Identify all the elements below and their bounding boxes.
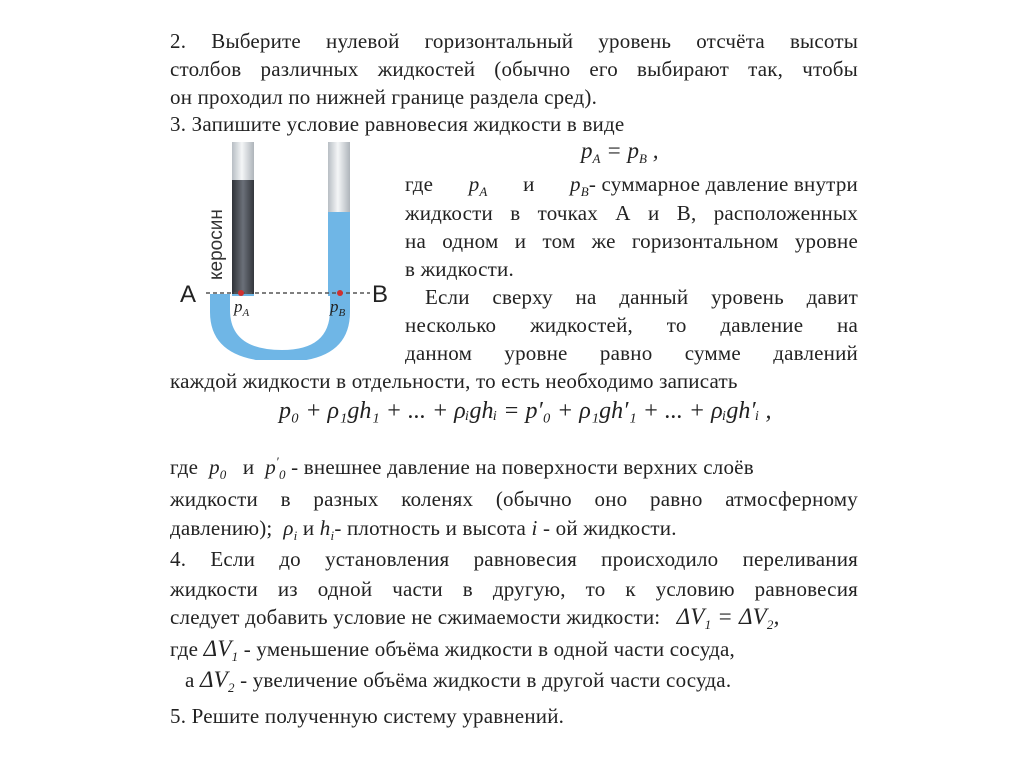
left-tube-empty [232, 142, 254, 180]
step-5-line: 5. Решите полученную систему уравнений. [170, 704, 565, 728]
step-2-line-1: 2. Выберите нулевой горизонтальный уровень отсчёта высоты [170, 29, 858, 53]
pressure-sum-formula: p₀ + ρ₁gh₁ + ... + ρᵢghᵢ = p′₀ + ρ₁gh′₁ + ... + ρᵢgh′ᵢ , [279, 398, 772, 424]
text-line-16: давлению); $\rho_i$ и $h_i-$ плотность и высота i - ой жидкости. [170, 516, 677, 543]
text-line-9: в жидкости. [405, 257, 514, 281]
kerosene-label: керосин [206, 209, 227, 280]
point-b-dot [337, 290, 343, 296]
pa-label: $p_A$ [234, 297, 250, 319]
text-line-20: где $\Delta V_1$ - уменьшение объёма жидкости в одной части сосуда, [170, 636, 735, 664]
text-line-8: на одном и том же горизонтальном уровне [405, 229, 858, 253]
text-line-7: жидкости в точках А и В, расположенных [405, 201, 858, 225]
right-tube-empty [328, 142, 350, 212]
point-a-label: A [180, 281, 197, 308]
step-4-line-1: 4. Если до установления равновесия происходило переливания [170, 547, 858, 571]
text-line-13: каждой жидкости в отдельности, то есть необходимо записать [170, 369, 738, 393]
text-line-10: Если сверху на данный уровень давит [425, 285, 858, 309]
point-b-label: B [372, 281, 389, 308]
text-line-21: а $\Delta V_2$ - увеличение объёма жидкости в другой части сосуда. [185, 667, 732, 695]
water-label: вода [350, 226, 371, 268]
text-line-15: жидкости в разных коленях (обычно оно равно атмосферному [170, 487, 858, 511]
text-line-14: где $p_0$ и $p'_0$ - внешнее давление на поверхности верхних слоёв [170, 454, 754, 482]
pb-label: $p_B$ [330, 297, 346, 319]
text-line-11: несколько жидкостей, то давление на [405, 313, 858, 337]
water-column-right [328, 212, 350, 296]
step-4-line-3: следует добавить условие не сжимаемости жидкости: $\Delta V_1 = \Delta V_2$, [170, 604, 780, 632]
step-3-line-1: 3. Запишите условие равновесия жидкости в виде [170, 112, 625, 136]
equilibrium-formula: $p_A = p_B$ , [581, 138, 659, 166]
where-pa-pb-line: где $p_A$ и $p_B-$ суммарное давление внутри [405, 172, 858, 199]
kerosene-column [232, 180, 254, 294]
u-tube-figure [178, 140, 400, 360]
step-2-line-2: столбов различных жидкостей (обычно его выбирают так, чтобы [170, 57, 858, 81]
step-2-line-3: он проходил по нижней границе раздела сред). [170, 85, 598, 109]
water-bottom [210, 294, 350, 360]
point-a-dot [238, 290, 244, 296]
u-tube-diagram [178, 140, 400, 360]
text-line-12: данном уровне равно сумме давлений [405, 341, 858, 365]
step-4-line-2: жидкости из одной части в другую, то к условию равновесия [170, 577, 858, 601]
